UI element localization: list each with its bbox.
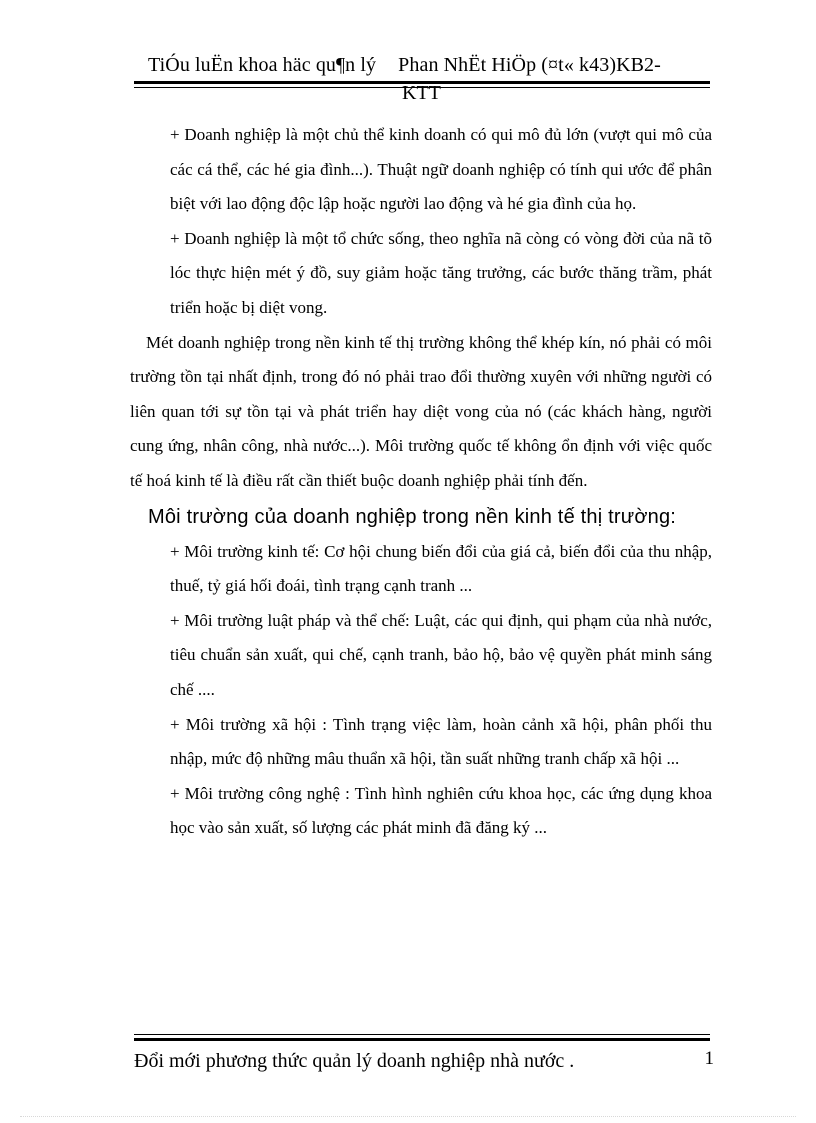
header-left-text: TiÓu luËn khoa häc qu¶n lý	[148, 54, 377, 76]
bullet-paragraph: + Doanh nghiệp là một chủ thể kinh doanh có qui mô đủ lớn (vượt qui mô của các cá thể, các hé gia đình...). Thuật ngữ doanh nghiệp có tính qui ước để phân biệt với lao động độc lập hoặc người lao động và hé gia đình của họ.	[170, 125, 712, 214]
header-text	[148, 54, 661, 76]
intro-bullet-list	[130, 118, 712, 326]
footer-double-rule	[134, 1034, 710, 1041]
section-heading: Môi trường của doanh nghiệp trong nền kinh tế thị trường:	[148, 505, 677, 528]
environment-bullet-list	[130, 535, 712, 846]
header-wrap-text: KTT	[402, 82, 441, 104]
body-paragraph: Mét doanh nghiệp trong nền kinh tế thị trường không thể khép kín, nó phải có môi trường tồn tại nhất định, trong đó nó phải trao đổi thường xuyên với những người có liên quan tới sự tồn tại và phát triển hay diệt vong của nó (các khách hàng, người cung ứng, nhân công, nhà nước...). Môi trường quốc tế không ổn định với việc quốc tế hoá kinh tế là điều rất cần thiết buộc doanh nghiệp phải tính đến.	[130, 332, 712, 490]
bullet-paragraph: + Môi trường luật pháp và thể chế: Luật, các qui định, qui phạm của nhà nước, tiêu chuẩn sản xuất, qui chế, cạnh tranh, bảo hộ, bảo vệ quyền phát minh sáng chế ....	[170, 610, 712, 699]
header-right-text: Phan NhËt HiÖp (¤t« k43)KB2-	[398, 54, 661, 76]
bullet-paragraph: + Môi trường công nghệ : Tình hình nghiên cứu khoa học, các ứng dụng khoa học vào sản xuất, số lượng các phát minh đã đăng ký ...	[170, 783, 712, 838]
page-edge-divider	[20, 1116, 796, 1117]
page-number: 1	[704, 1048, 714, 1069]
page-footer	[134, 1034, 714, 1084]
bullet-paragraph: + Doanh nghiệp là một tổ chức sống, theo nghĩa nã còng có vòng đời của nã tõ lóc thực hiện mét ý đồ, suy giảm hoặc tăng trưởng, các bước thăng trầm, phát triển hoặc bị diệt vong.	[170, 228, 712, 317]
page-header	[134, 50, 710, 104]
footer-title: Đổi mới phương thức quản lý doanh nghiệp nhà nước .	[134, 1050, 575, 1072]
bullet-paragraph: + Môi trường kinh tế: Cơ hội chung biến đổi của giá cả, biến đổi của thu nhập, thuế, tỷ giá hối đoái, tình trạng cạnh tranh ...	[170, 541, 712, 596]
bullet-paragraph: + Môi trường xã hội : Tình trạng việc làm, hoàn cảnh xã hội, phân phối thu nhập, mức độ những mâu thuẩn xã hội, tần suất những tranh chấp xã hội ...	[170, 714, 712, 769]
page-body	[130, 118, 712, 846]
